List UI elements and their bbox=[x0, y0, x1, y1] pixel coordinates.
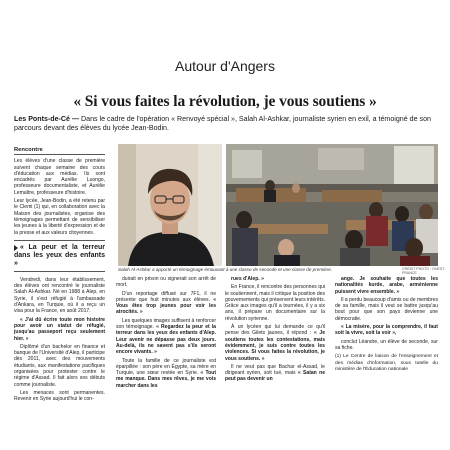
paragraph-quote: « La misère, pour la comprendre, il faut soit la vivre, soit la voir », bbox=[335, 324, 438, 337]
paragraph-text: D'un reportage diffusé sur 7F1, il ne présente que huit minutes aux élèves. bbox=[116, 290, 216, 303]
photo-caption: Salah Al-Ashkar a apporté un témoignage émouvant à une classe de seconde et une classe de première. bbox=[118, 267, 333, 272]
column-1 bbox=[14, 147, 105, 405]
column-4 bbox=[335, 276, 438, 373]
paragraph-text: duirait en prison ou signerait son arrêt de mort. bbox=[116, 276, 216, 289]
paragraph-quote: « Satan ne peut pas devenir un bbox=[225, 370, 325, 383]
section-title: Autour d'Angers bbox=[175, 58, 275, 74]
paragraph-text: À un lycéen qui lui demande ce qu'il pense des Gilets jaunes, il répond : bbox=[225, 324, 325, 337]
body-text bbox=[335, 276, 438, 351]
pull-quote bbox=[14, 240, 105, 272]
pull-quote-text: « La peur et la terreur dans les yeux des enfants » bbox=[14, 243, 105, 267]
paragraph-text: Diplômé d'un bachelor en finance et banque de l'Université d'Alep, il participe dès 2011, avec des mouvements étudiants, aux manifestations pacifiques organisées pour protester contre le régime d'Assad. Il fait alors ses débuts comme journaliste. bbox=[14, 343, 105, 388]
dateline: Les Ponts-de-Cé — bbox=[14, 115, 80, 123]
paragraph-text: En France, il rencontre des personnes qui le soutiennent, mais il critique la position des gouvernements qui préservent leurs intérêts. Grâce aux images qu'il a tournées, il y a six ans, il prépare un documentaire sur la révolution syrienne. bbox=[225, 284, 325, 322]
standfirst-text: Dans le cadre de l'opération « Renvoyé spécial », Salah Al-Ashkar, journaliste syrien en exil, a témoigné de son parcours devant des élèves du lycée Jean-Bodin. bbox=[14, 115, 431, 132]
column-3 bbox=[225, 276, 325, 385]
paragraph bbox=[335, 297, 438, 322]
paragraph-text: Il a perdu beaucoup d'amis ou de membres de sa famille, mais il veut se battre jusqu'au bout pour que son pays devienne une démocratie. bbox=[335, 296, 438, 322]
paragraph bbox=[14, 390, 105, 403]
photo-credit: CRÉDIT PHOTO : OUEST-FRANCE bbox=[402, 267, 446, 275]
paragraph bbox=[335, 276, 438, 295]
paragraph bbox=[14, 277, 105, 315]
triangle-icon bbox=[14, 245, 18, 251]
body-text bbox=[116, 276, 216, 389]
photo-portrait bbox=[118, 144, 222, 266]
paragraph bbox=[225, 276, 325, 282]
paragraph-text: Il ne veut pas que Bachar el-Assad, le dirigeant syrien, soit tué, mais bbox=[225, 363, 325, 377]
paragraph bbox=[14, 344, 105, 388]
column-2 bbox=[116, 276, 216, 391]
rubric-label: Rencontre bbox=[14, 147, 105, 155]
paragraph-text: conclut Léandre, un élève de seconde, sur sa fiche. bbox=[335, 338, 438, 351]
paragraph bbox=[225, 284, 325, 322]
intro-paragraph: Leur lycée, Jean-Bodin, a été retenu par le Clemi (1) qui, en collaboration avec la Maison des journalistes, organise des témoignages permettant de sensibiliser les jeunes à la liberté d'expression et de la presse et aux valeurs citoyennes. bbox=[14, 198, 105, 236]
paragraph-quote: « Regardez la peur et la terreur dans les yeux des enfants d'Alep. Leur avenir ne dépasse pas deux jours. Au-delà, ils ne savent pas s'ils seront encore vivants. » bbox=[116, 324, 216, 356]
paragraph bbox=[335, 324, 438, 337]
paragraph bbox=[225, 364, 325, 383]
body-text bbox=[225, 276, 325, 383]
paragraph-quote: « Vous êtes trop jeunes pour voir les atrocités. » bbox=[116, 296, 216, 316]
intro bbox=[14, 158, 105, 236]
paragraph-quote: « Tout me manque. Dans mes rêves, je me vois marcher dans les bbox=[116, 370, 217, 389]
paragraph-text: Les quelques images suffisent à renforcer son témoignage. bbox=[116, 317, 216, 331]
paragraph-quote: rues d'Alep. » bbox=[231, 276, 264, 282]
body-text bbox=[14, 277, 105, 403]
paragraph bbox=[116, 276, 216, 289]
intro-paragraph: Les élèves d'une classe de première suivent chaque semaine des cours d'éducation aux médias. Ils sont encadrés par Aurélie Luongo, professeure documentaliste, et Aurélie Lemaître, professeure d'histoire. bbox=[14, 158, 105, 196]
paragraph-quote: « Je soutiens toutes les contestations, mais évidemment, je suis contre toutes les violences. Si vous faites la révolution, je vous soutiens. » bbox=[225, 330, 326, 362]
headline: « Si vous faites la révolution, je vous soutiens » bbox=[73, 93, 377, 110]
paragraph-text: Toute la famille de ce journaliste est éparpillée : son père en Égypte, sa mère en Turquie, une sœur restée en Syrie. bbox=[116, 357, 216, 377]
paragraph bbox=[335, 339, 438, 352]
footnote: (1) Le Centre de liaison de l'enseignement et des médias d'information, sous tutelle du ministère de l'Éducation nationale bbox=[335, 354, 438, 372]
paragraph bbox=[14, 317, 105, 342]
paragraph bbox=[116, 291, 216, 316]
paragraph bbox=[116, 318, 216, 356]
paragraph bbox=[116, 358, 216, 389]
paragraph-quote: ange. Je souhaite que toutes les nationalités kurde, arabe, arménienne puissent vivre ensemble. » bbox=[335, 276, 438, 295]
paragraph-quote: « J'ai dû écrire toute mon histoire pour avoir un statut de réfugié, jusqu'au passeport reçu seulement hier. » bbox=[14, 316, 105, 342]
paragraph-text: Vendredi, dans leur établissement, des élèves ont rencontré le journaliste Salah Al-Ashkar. Né en 1988 à Alep, en Syrie, il s'est réfugié à l'ambassade d'Ankara, en Turquie, où il a reçu un visa pour la France, en août 2017. bbox=[14, 276, 105, 315]
paragraph bbox=[225, 324, 325, 362]
paragraph-text: Les menaces sont permanentes. Revenir en Syrie aujourd'hui le con- bbox=[14, 389, 105, 403]
photo-classroom bbox=[226, 144, 438, 266]
standfirst bbox=[14, 115, 438, 132]
